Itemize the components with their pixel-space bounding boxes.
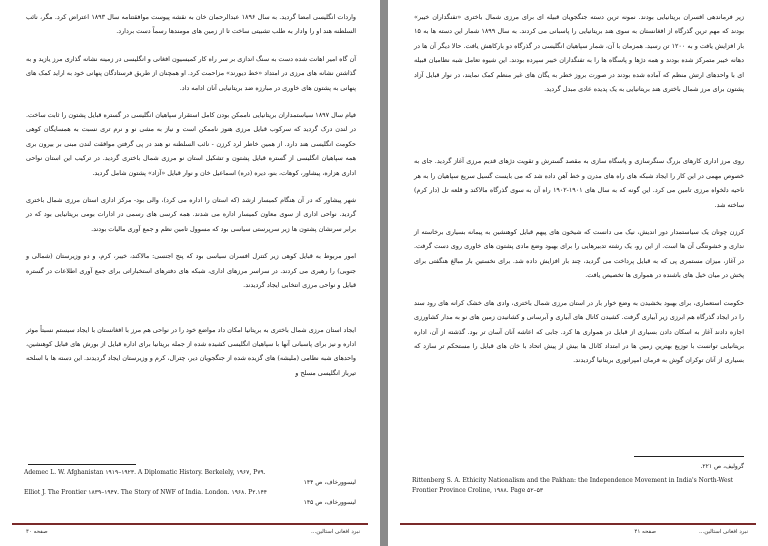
footnote: Elliot J. The Frontier ۱۸۳۹–۱۹۴۷. The Story of NWF of India. London. ۱۹۶۸. P۲.۱۴۴	[24, 489, 268, 496]
right-page	[388, 0, 768, 546]
page-footer	[12, 523, 368, 538]
book-title: نبرد افغانی استالین...	[310, 529, 360, 535]
paragraph: زیر فرماندهی افسران بریتانیایی بودند. نمونه ترین دسته جنگجویان قبیله ای برای مرزی شمال باختری «تفنگداران خیبر» بودند که مهم ترین گذرگاه از افغانستان به سوی هند بریتانیایی را پاسبانی می کردند. به سال ۱۸۹۹ شمار این دسته ها به ۱۵ بار افزایش یافت و به ۱۲۰۰ تن رسید. همزمان با آن، شمار سپاهیان انگلیسی در گذرگاه دو بارکاهش یافت. حالا دیگر آن ها در دهانه خیبر متمرکز شده بودند و همه دژها و پاسگاه ها را به تفنگداران خیبر سپرده بودند. این شیوه تعامل شبه نظامیان قبیله ای با واحدهای ارتش منظم که آماده شده بودند در صورت بروز خطر به یگان های غیر منظم کمک نمایند، در نوار قبایل آزاد پشتون برای مرز شمال باختری هند بریتانیایی به یک پدیده عادی مبدل گردید.	[414, 13, 745, 94]
footnotes	[24, 468, 356, 508]
footnote: Ademec L. W. Afghanistan ۱۹۱۹–۱۹۲۳. A Diplomatic History. Berkelely, ۱۹۶۷, P۷۹.	[24, 469, 266, 476]
footnote: Rittenberg S. A. Ethicity Nationalism and the Pakhan: the Independence Movement in India's North-West Frontier Province Croline, ۱۹۸۸. Page ۵۲–۵۳	[412, 477, 734, 494]
left-page-body	[26, 10, 356, 393]
paragraph: ایجاد استان مرزی شمال باختری به بریتانیا امکان داد مواضع خود را در نواحی هم مرز با افغانستان با ایجاد سیستم نسبتاً موثر اداره و نیز برای پاسبانی آنها با سپاهیان انگلیسی کشیده شده از جمله بریتانیا برای اداره قبایل از بورش های قبایل کوهنشین، واحدهای شبه نظامی (ملیشه) های گزیده شده از جنگجویان دیر، چترال، کرم و وزیرستان ایجاد گردیدند. این دسته ها با اسلحه تیرباز انگلیسی مسلح و	[26, 325, 356, 377]
page-footer	[400, 523, 756, 538]
footnote: گرولیف، ص ۲۲۱.	[700, 463, 744, 470]
page-number: صفحه ۴۱	[634, 529, 656, 535]
paragraph: فیام سال ۱۸۹۷ سیاستمداران بریتانیایی ناممکن بودن کامل استقرار سپاهیان انگلیسی در گستره قبایل پشتون را ثابت ساخت. در لندن درک گردید که سرکوب قبایل مرزی هنوز ناممکن است و نیاز به مشی نو و نرم تری نسبت به همسایگان کوهی حکومت انگلیسی هند دارد. از همین خاطر لرد کرزن - نائب السلطنه نو هند در پی گرفتن موافقت لندن مبنی بر بیرون بری همه سپاهیان انگلیسی از گستره قبایل پشتون و تشکیل استان نو مرزی شمال باختری گردید. در ترکیب این استان نواحی اداری هزاره، پیشاور، کوهات، بنو، دیره (دره) اسماعیل خان و نوار قبایل «آزاد» پشتون شامل گردید.	[26, 111, 356, 177]
footnote: لیسوورخاف، ص ۱۴۵	[303, 499, 356, 506]
paragraph: شهر پیشاور که در آن هنگام کمیسار ارشد (که استان را اداره می کرد)، والی بود- مرکز اداری استان مرزی شمال باختری گردید. نواحی اداری از سوی معاون کمیسار اداره می شدند. همه کرسی های رسمی در ادارات بومی بریتانیایی بود که در برابر سرنشان پشتون ها زیر سرپرستی سیاسی بود که مسوول تامین نظم و جمع آوری مالیات بودند.	[26, 196, 356, 233]
paragraph: واردات انگلیسی امضا گردید. به سال ۱۸۹۶ عبدالرحمان خان به نقشه پیوست موافقتنامه سال ۱۸۹۳ اعتراض کرد. مگر، نائب السلطنه هند او را وادار به طلب تشبیتی ساخت تا از زمین های مومندها رسماً دست بردارد.	[26, 13, 357, 36]
paragraph: حکومت استعماری، برای بهبود بخشیدن به وضع خوار بار در استان مرزی شمال باختری، وادی های خشک کرانه های رود سند را در ایجاد گذرگاه هم ابرزی زیر آبیاری گرفت. کشیدن کانال های آبیاری و آبرسانی و کشانیدن زمین های نو به مدار کشاورزی اجازه دادند آغاز به اسکان دادن بسیاری از قبایل در همواری ها کرد. جابی که اعاشه آنان آسان تر بود. گذشته از آن، اداره بریتانیایی توانست با توزیع بهترین زمین ها در امتداد کانال ها بیش از پیش اتحاد با خان های قبایل را مستحکم تر سازد که بسیاری از آنان توکران گوش به فرمان امپراتوری بریتانیا گردیدند.	[414, 298, 744, 365]
footnote-separator	[634, 456, 744, 457]
footnote-separator	[28, 464, 136, 465]
paragraph: کرزن چونان یک سیاستمدار دور اندیش، نیک می دانست که شیخون های پیهم قبایل کوهنشین به پیمانه بسیاری برخاسته از نداری و خشونتگی آن ها است. از این رو، یک رشته تدبیرهایی را برای بهبود وضع مادی پشتون های خاوری روی دست گرفت. در آغاز، میزان مستمری پی که به قبایل پرداخت می گردید، چند بار افزایش داده شد. برای نخستین بار مبالغ هنگفتی برای پخش در میان خیل های باشنده در همواری ها تخصیص یافت.	[414, 228, 744, 280]
paragraph: آن گاه امیر اهانت شده دست به سنگ اندازی بر سر راه کار کمیسیون افغانی و انگلیسی در زمینه نشانه گذاری مرز یازید و به گذاشتن نشانه های مرزی در امتداد «خط دیورند» مزاحمت کرد. او همچنان از طریق فرستادگان پنهانی خود به اراید کمک های پنهانی به پشتون های خاوری در مبارزه ضد بریتانیایی آنان ادامه داد.	[26, 54, 356, 92]
page-number: صفحه ۴۰	[26, 529, 48, 535]
book-title: نبرد افغانی استالین...	[698, 529, 748, 535]
paragraph: روی مرز اداری کارهای بزرگ سنگرسازی و پاسگاه سازی به مقصد گسترش و تقویت دژهای قدیم مرزی آغاز گردید. جای به خصوص مهمی در این کار را ایجاد شبکه های راه های مدرن و خط آهن داده شد که می بایست گسیل سریع سپاهیان را به هر ناحیه دلخواه مرزی تامین می کرد. این گونه که به سال های ۱۹۰۱-۱۹۰۲ راه آن به سوی گذرگاه مالاکند و قلعه تل (دار کرم) ساخته شد.	[414, 157, 744, 209]
right-page-body	[414, 10, 744, 381]
paragraph: امور مربوط به قبایل کوهی زیر کنترل افسران سیاسی بود که پنج اجنسی: مالاکند، خیبر، کرم، و دو وزیرستان (شمالی و جنوبی) را رهبری می کردند. در سراسر مرزهای اداری، شبکه های دفترهای استخباراتی برای جمع آوری اطلاعات در گستره قبایل و نواحی مرزی انتخابی ایجاد گردیدند.	[26, 252, 356, 290]
footnotes	[412, 462, 744, 496]
footnote: لیسوورخاف، ص ۱۴۴	[303, 479, 356, 486]
left-page	[0, 0, 380, 546]
